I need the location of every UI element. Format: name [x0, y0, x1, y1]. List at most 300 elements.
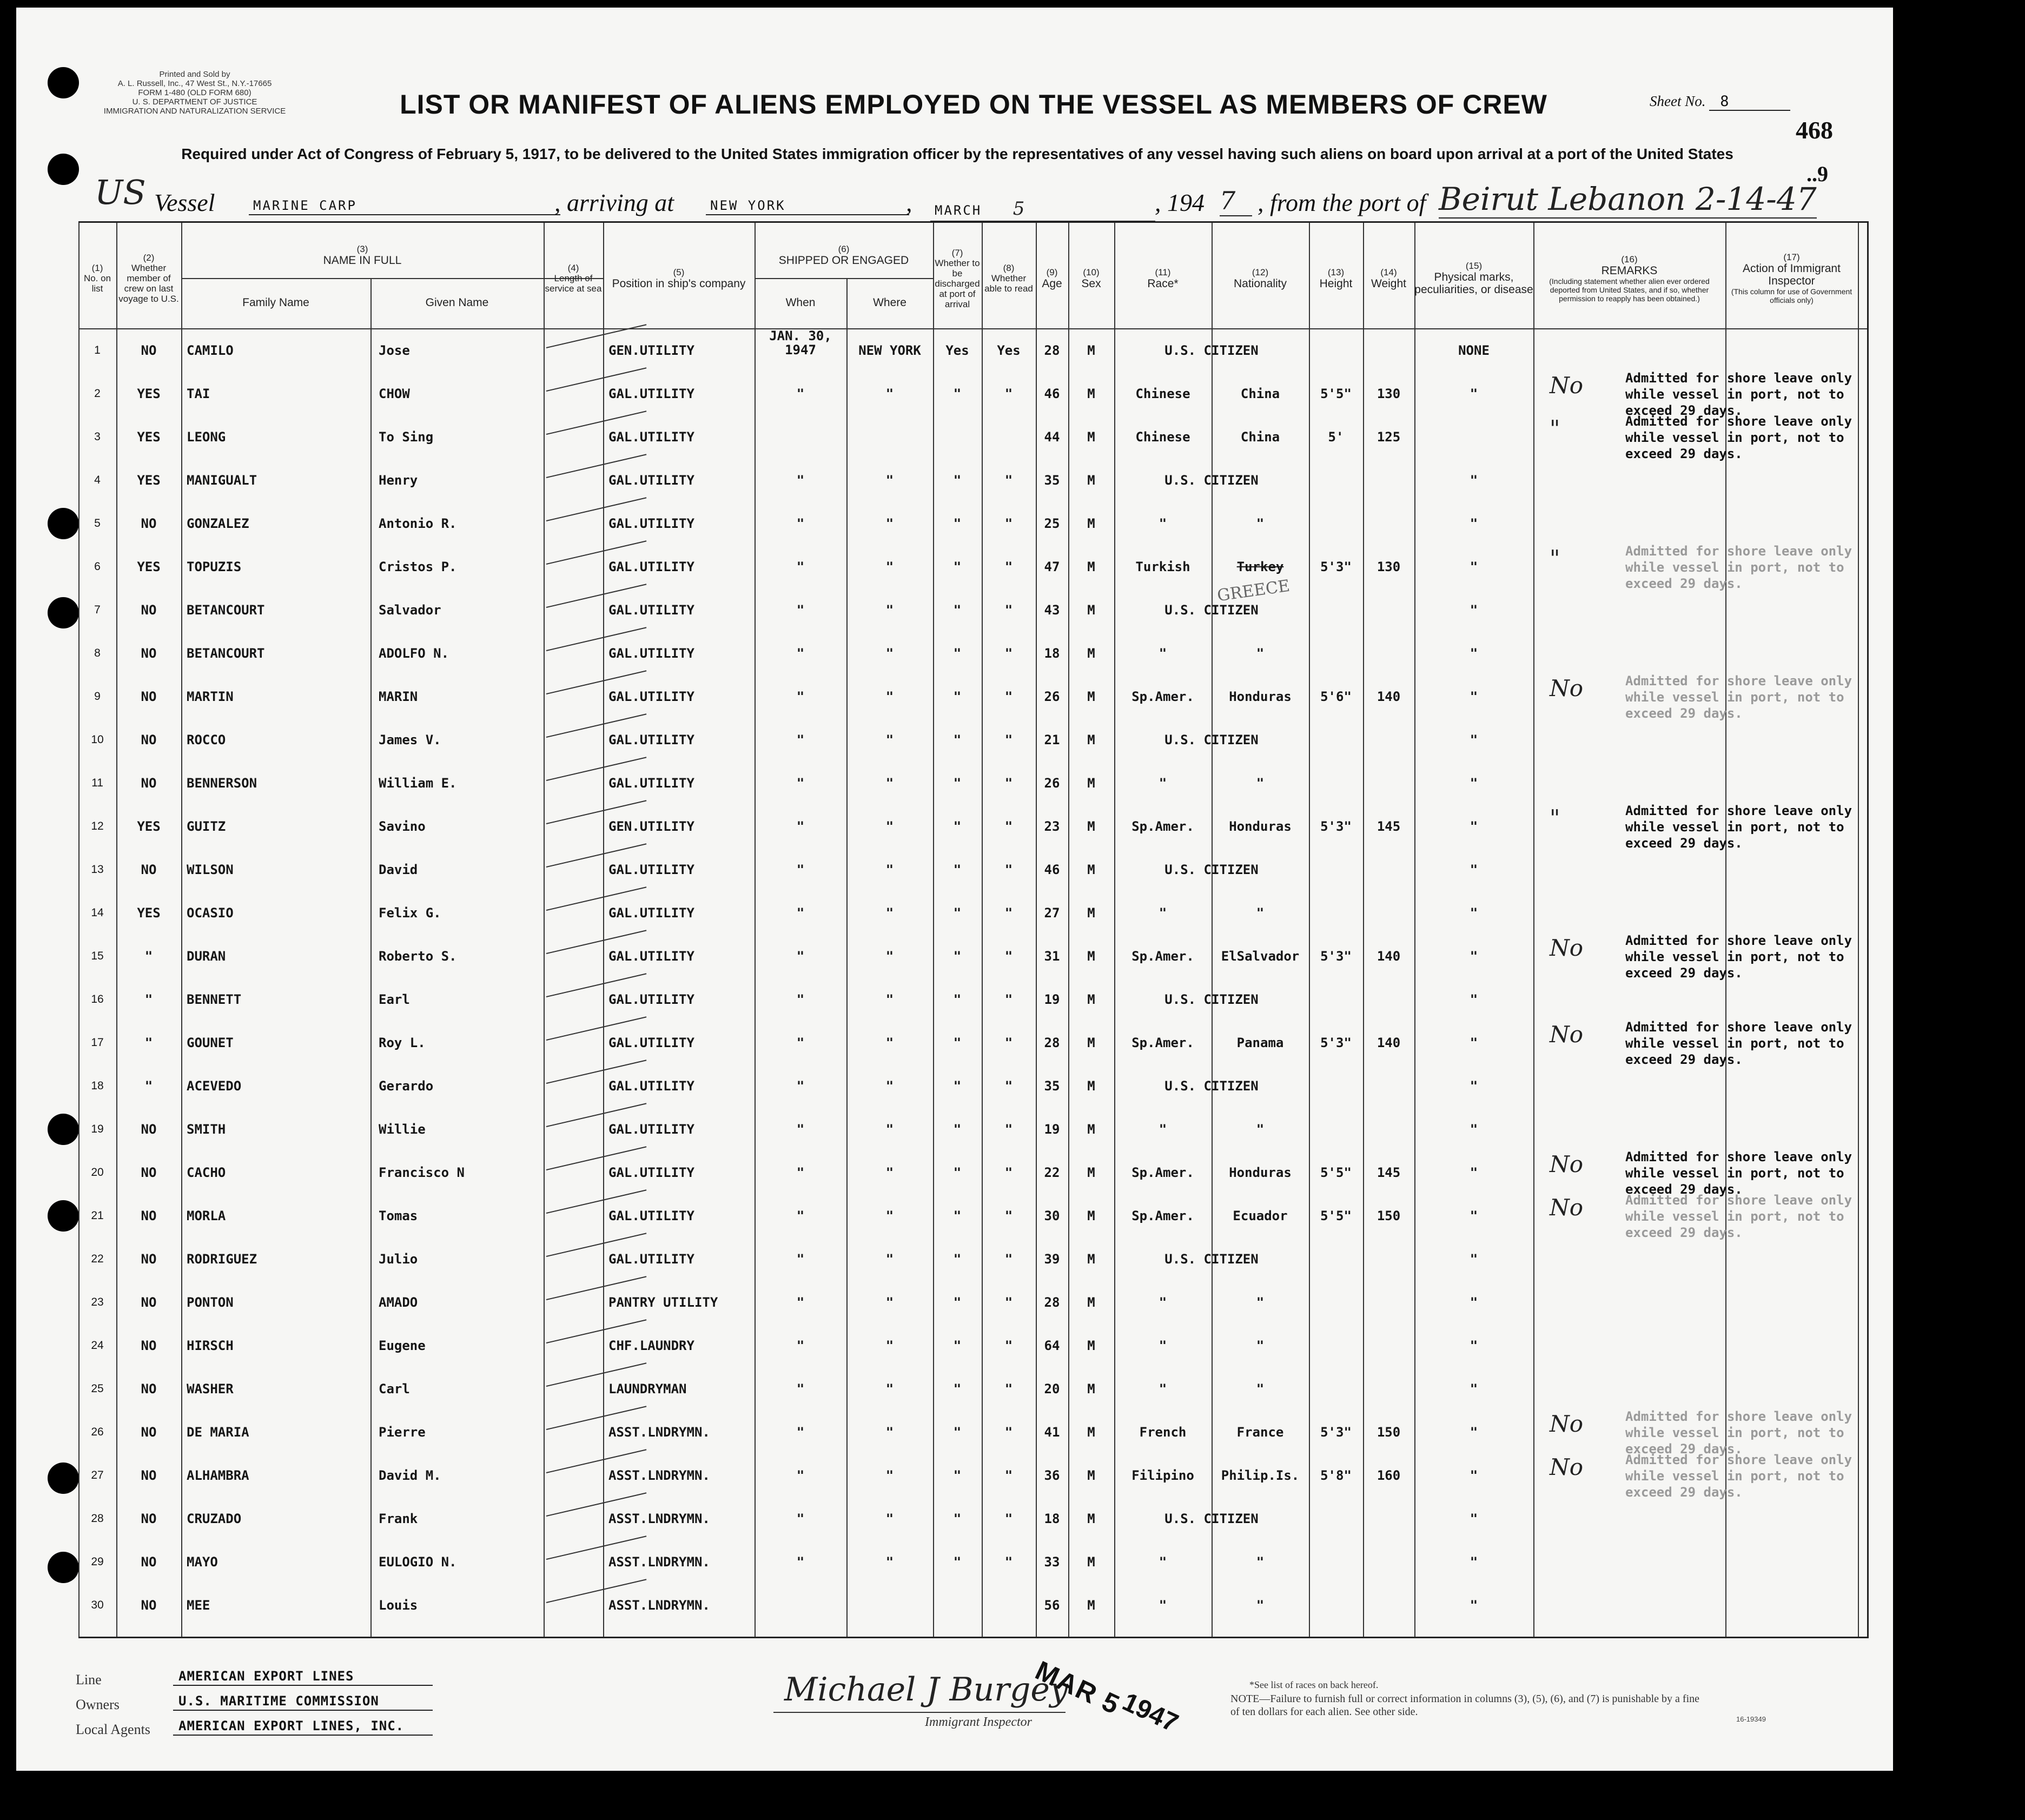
- height: 5'5": [1320, 386, 1352, 401]
- able-to-read: ": [1004, 1078, 1013, 1094]
- position: GAL.UTILITY: [608, 732, 694, 747]
- agents-value: AMERICAN EXPORT LINES, INC.: [173, 1718, 433, 1736]
- race: ": [1159, 1554, 1167, 1570]
- shipped-when: ": [796, 689, 805, 704]
- shipped-where: ": [885, 1252, 894, 1267]
- age: 64: [1044, 1338, 1060, 1353]
- previous-voyage: ": [144, 1078, 153, 1094]
- given-name: Gerardo: [379, 1078, 434, 1094]
- position: ASST.LNDRYMN.: [608, 1511, 710, 1526]
- table-row: [78, 720, 1867, 759]
- age: 43: [1044, 603, 1060, 618]
- family-name: HIRSCH: [187, 1338, 234, 1353]
- physical-marks: ": [1470, 1468, 1478, 1483]
- given-name: AMADO: [379, 1295, 418, 1310]
- remark-text: Admitted for shore leave only while vessel in port, not to exceed 29 days.: [1625, 803, 1852, 851]
- given-name: Earl: [379, 992, 410, 1007]
- position: GAL.UTILITY: [608, 1252, 694, 1267]
- shipped-where: ": [885, 1338, 894, 1353]
- position: GAL.UTILITY: [608, 689, 694, 704]
- given-name: Savino: [379, 819, 426, 834]
- nationality: Philip.Is.: [1221, 1468, 1300, 1483]
- shipped-where: ": [885, 1295, 894, 1310]
- nationality: ": [1256, 1295, 1265, 1310]
- age: 25: [1044, 516, 1060, 531]
- weight: [1363, 850, 1414, 889]
- height: [1309, 591, 1363, 630]
- discharged: ": [953, 473, 962, 488]
- arriving-label: , arriving at: [554, 189, 674, 216]
- row-number: 16: [91, 993, 104, 1005]
- table-row: [78, 1240, 1867, 1279]
- height: [1309, 461, 1363, 500]
- discharged: ": [953, 732, 962, 747]
- previous-voyage: ": [144, 992, 153, 1007]
- height: [1309, 764, 1363, 803]
- race: U.S. CITIZEN: [1164, 603, 1259, 618]
- shipped-where: [846, 418, 933, 456]
- age: 27: [1044, 905, 1060, 921]
- sex: M: [1087, 386, 1095, 401]
- shipped-when: ": [796, 819, 805, 834]
- family-name: WILSON: [187, 862, 234, 877]
- given-name: William E.: [379, 776, 457, 791]
- height: [1309, 1586, 1363, 1625]
- weight: [1363, 720, 1414, 759]
- table-row: [78, 1586, 1867, 1625]
- physical-marks: ": [1470, 516, 1478, 531]
- given-name: CHOW: [379, 386, 410, 401]
- remark-text: Admitted for shore leave only while vessel in port, not to exceed 29 days.: [1625, 1452, 1852, 1500]
- table-row: [78, 1023, 1867, 1062]
- row-number: 24: [91, 1339, 104, 1352]
- row-number: 12: [91, 820, 104, 832]
- weight: 145: [1377, 819, 1401, 834]
- table-row: [78, 1326, 1867, 1365]
- given-name: ADOLFO N.: [379, 646, 449, 661]
- position: GAL.UTILITY: [608, 1035, 694, 1050]
- discharged: ": [953, 646, 962, 661]
- able-to-read: ": [1004, 949, 1013, 964]
- physical-marks: ": [1470, 646, 1478, 661]
- race: U.S. CITIZEN: [1164, 992, 1259, 1007]
- shipped-when: [755, 1586, 846, 1625]
- given-name: Henry: [379, 473, 418, 488]
- shipped-when: ": [796, 1295, 805, 1310]
- table-row: [78, 677, 1867, 716]
- line-value: AMERICAN EXPORT LINES: [173, 1669, 433, 1686]
- able-to-read: Yes: [997, 343, 1021, 358]
- age: 22: [1044, 1165, 1060, 1180]
- family-name: SMITH: [187, 1122, 226, 1137]
- page-number: 468: [1796, 116, 1833, 144]
- shipped-when: ": [796, 949, 805, 964]
- previous-voyage: YES: [137, 559, 161, 574]
- nationality: [1212, 461, 1309, 500]
- given-name: Roberto S.: [379, 949, 457, 964]
- row-number: 4: [94, 474, 101, 486]
- race: U.S. CITIZEN: [1164, 862, 1259, 877]
- able-to-read: ": [1004, 819, 1013, 834]
- sex: M: [1087, 1035, 1095, 1050]
- family-name: MARTIN: [187, 689, 234, 704]
- race: Turkish: [1135, 559, 1190, 574]
- table-row: [78, 374, 1867, 413]
- shipped-where: ": [885, 516, 894, 531]
- able-to-read: ": [1004, 992, 1013, 1007]
- shipped-when: ": [796, 1381, 805, 1397]
- table-row: [78, 1110, 1867, 1149]
- sex: M: [1087, 1122, 1095, 1137]
- shipped-where: ": [885, 862, 894, 877]
- race: ": [1159, 1122, 1167, 1137]
- position: ASST.LNDRYMN.: [608, 1468, 710, 1483]
- remark-text: Admitted for shore leave only while vessel in port, not to exceed 29 days.: [1625, 1409, 1852, 1457]
- shipped-where: ": [885, 1425, 894, 1440]
- given-name: Francisco N: [379, 1165, 465, 1180]
- row-number: 28: [91, 1512, 104, 1525]
- age: 19: [1044, 992, 1060, 1007]
- arrival-month: MARCH: [935, 203, 982, 218]
- discharged: ": [953, 1554, 962, 1570]
- row-number: 26: [91, 1426, 104, 1438]
- family-name: TAI: [187, 386, 210, 401]
- position: GAL.UTILITY: [608, 516, 694, 531]
- position: GAL.UTILITY: [608, 646, 694, 661]
- shipped-when: ": [796, 1078, 805, 1094]
- discharged: ": [953, 1078, 962, 1094]
- discharged: ": [953, 862, 962, 877]
- previous-voyage: NO: [141, 1425, 157, 1440]
- col-header-weight: (14) Weight: [1371, 267, 1406, 290]
- row-number: 25: [91, 1382, 104, 1395]
- given-name: Pierre: [379, 1425, 426, 1440]
- table-row: [78, 591, 1867, 630]
- shipped-when: ": [796, 1511, 805, 1526]
- col-header-no: (1) No. on list: [83, 263, 111, 294]
- page-number-secondary: ..9: [1806, 162, 1828, 186]
- previous-voyage: NO: [141, 1208, 157, 1223]
- nationality: Ecuador: [1233, 1208, 1288, 1223]
- height: 5'8": [1320, 1468, 1352, 1483]
- col-header-service: (4) Length of service at sea: [545, 263, 602, 294]
- penalty-note: NOTE—Failure to furnish full or correct information in columns (3), (5), (6), and (7) is punishable by a fine of ten dollars for each alien. See other side.: [1230, 1693, 1700, 1718]
- owners-value: U.S. MARITIME COMMISSION: [173, 1693, 433, 1711]
- discharged: ": [953, 949, 962, 964]
- col-header-prev-voyage: (2) Whether member of crew on last voyage to U.S.: [118, 253, 179, 304]
- age: 19: [1044, 1122, 1060, 1137]
- punch-hole: [48, 1552, 79, 1583]
- position: GAL.UTILITY: [608, 603, 694, 618]
- weight: [1363, 894, 1414, 932]
- nationality: Panama: [1236, 1035, 1284, 1050]
- col-header-where: Where: [873, 296, 906, 309]
- previous-voyage: NO: [141, 1122, 157, 1137]
- nationality: ": [1256, 1381, 1265, 1397]
- position: ASST.LNDRYMN.: [608, 1554, 710, 1570]
- height: [1309, 980, 1363, 1019]
- table-row: [78, 894, 1867, 932]
- physical-marks: ": [1470, 905, 1478, 921]
- position: GAL.UTILITY: [608, 386, 694, 401]
- row-number: 30: [91, 1599, 104, 1611]
- able-to-read: ": [1004, 516, 1013, 531]
- race: ": [1159, 1381, 1167, 1397]
- previous-voyage: NO: [141, 1165, 157, 1180]
- remark-text: Admitted for shore leave only while vessel in port, not to exceed 29 days.: [1625, 1149, 1852, 1197]
- able-to-read: ": [1004, 776, 1013, 791]
- nationality: ": [1256, 1554, 1265, 1570]
- nationality: ": [1256, 1338, 1265, 1353]
- nationality: [1212, 980, 1309, 1019]
- nationality: [1212, 720, 1309, 759]
- shipped-when: ": [796, 1165, 805, 1180]
- weight: [1363, 1543, 1414, 1581]
- from-port: Beirut Lebanon 2-14-47: [1439, 181, 1817, 217]
- age: 35: [1044, 473, 1060, 488]
- age: 31: [1044, 949, 1060, 964]
- sheet-label: Sheet No.: [1650, 93, 1706, 109]
- family-name: MORLA: [187, 1208, 226, 1223]
- position: GAL.UTILITY: [608, 905, 694, 921]
- family-name: BENNERSON: [187, 776, 257, 791]
- shipped-when: JAN. 30, 1947: [769, 328, 832, 358]
- sex: M: [1087, 1295, 1095, 1310]
- position: GAL.UTILITY: [608, 1078, 694, 1094]
- shipped-when: ": [796, 559, 805, 574]
- weight: [1363, 504, 1414, 543]
- col-header-given-name: Given Name: [425, 296, 489, 309]
- able-to-read: [982, 418, 1036, 456]
- owners-label: Owners: [76, 1697, 120, 1712]
- shipped-where: ": [885, 603, 894, 618]
- race: ": [1159, 1338, 1167, 1353]
- previous-voyage: YES: [137, 905, 161, 921]
- from-label: , from the port of: [1258, 189, 1426, 216]
- shipped-where: ": [885, 1078, 894, 1094]
- previous-voyage: NO: [141, 516, 157, 531]
- shipped-where: ": [885, 386, 894, 401]
- weight: [1363, 764, 1414, 803]
- sex: M: [1087, 1165, 1095, 1180]
- weight: 160: [1377, 1468, 1401, 1483]
- age: 21: [1044, 732, 1060, 747]
- race: Chinese: [1135, 386, 1190, 401]
- row-number: 3: [94, 431, 101, 443]
- family-name: DURAN: [187, 949, 226, 964]
- family-name: DE MARIA: [187, 1425, 249, 1440]
- table-row: [78, 1369, 1867, 1408]
- discharged: ": [953, 559, 962, 574]
- discharged: ": [953, 1295, 962, 1310]
- age: 46: [1044, 386, 1060, 401]
- shipped-where: ": [885, 473, 894, 488]
- height: [1309, 1283, 1363, 1322]
- sex: M: [1087, 992, 1095, 1007]
- height: 5'3": [1320, 1425, 1352, 1440]
- table-row: [78, 850, 1867, 889]
- shipped-where: ": [885, 905, 894, 921]
- shipped-where: ": [885, 689, 894, 704]
- age: 36: [1044, 1468, 1060, 1483]
- age: 28: [1044, 1295, 1060, 1310]
- nationality: ": [1256, 516, 1265, 531]
- family-name: CRUZADO: [187, 1511, 242, 1526]
- remark-text: Admitted for shore leave only while vessel in port, not to exceed 29 days.: [1625, 370, 1852, 418]
- family-name: WASHER: [187, 1381, 234, 1397]
- able-to-read: ": [1004, 386, 1013, 401]
- able-to-read: ": [1004, 646, 1013, 661]
- able-to-read: ": [1004, 1381, 1013, 1397]
- sex: M: [1087, 1078, 1095, 1094]
- signature-line: [773, 1712, 1066, 1713]
- family-name: GUITZ: [187, 819, 226, 834]
- race: Filipino: [1131, 1468, 1194, 1483]
- able-to-read: ": [1004, 1338, 1013, 1353]
- form-code: 16-19349: [1736, 1715, 1766, 1723]
- age: 56: [1044, 1598, 1060, 1613]
- row-number: 6: [94, 560, 101, 573]
- table-row: [78, 937, 1867, 976]
- inspector-signature: Michael J Burgey: [784, 1671, 1068, 1709]
- discharged: ": [953, 603, 962, 618]
- sheet-number: [1650, 93, 1790, 111]
- table-row: [78, 1196, 1867, 1235]
- punch-hole: [48, 597, 79, 628]
- sheet-value: 8: [1709, 93, 1790, 111]
- weight: [1363, 1326, 1414, 1365]
- discharged: ": [953, 1338, 962, 1353]
- us-handwritten-mark: US: [95, 173, 146, 212]
- sex: M: [1087, 819, 1095, 834]
- remark-handwritten-mark: ": [1550, 805, 1560, 831]
- shipped-when: ": [796, 1035, 805, 1050]
- discharged: ": [953, 1165, 962, 1180]
- able-to-read: ": [1004, 689, 1013, 704]
- row-number: 17: [91, 1036, 104, 1049]
- previous-voyage: NO: [141, 862, 157, 877]
- weight: [1363, 331, 1414, 370]
- footer: [16, 1649, 1893, 1757]
- remark-text: Admitted for shore leave only while vessel in port, not to exceed 29 days.: [1625, 544, 1852, 591]
- position: GAL.UTILITY: [608, 1122, 694, 1137]
- race: U.S. CITIZEN: [1164, 473, 1259, 488]
- shipped-when: [755, 418, 846, 456]
- family-name: MANIGUALT: [187, 473, 257, 488]
- remark-handwritten-mark: No: [1550, 372, 1584, 399]
- punch-hole: [48, 1200, 79, 1232]
- height: 5'6": [1320, 689, 1352, 704]
- remark-handwritten-mark: No: [1550, 675, 1584, 701]
- race: French: [1139, 1425, 1187, 1440]
- height: [1309, 1499, 1363, 1538]
- weight: [1363, 1067, 1414, 1106]
- position: GAL.UTILITY: [608, 992, 694, 1007]
- able-to-read: ": [1004, 473, 1013, 488]
- discharged: ": [953, 689, 962, 704]
- given-name: Louis: [379, 1598, 418, 1613]
- shipped-where: ": [885, 1035, 894, 1050]
- shipped-where: ": [885, 1381, 894, 1397]
- weight: 140: [1377, 949, 1401, 964]
- height: 5'5": [1320, 1165, 1352, 1180]
- given-name: Frank: [379, 1511, 418, 1526]
- given-name: Antonio R.: [379, 516, 457, 531]
- family-name: CACHO: [187, 1165, 226, 1180]
- remark-text: Admitted for shore leave only while vessel in port, not to exceed 29 days.: [1625, 1020, 1852, 1067]
- height: [1309, 894, 1363, 932]
- sex: M: [1087, 1381, 1095, 1397]
- sex: M: [1087, 776, 1095, 791]
- row-number: 9: [94, 690, 101, 703]
- previous-voyage: NO: [141, 646, 157, 661]
- physical-marks: ": [1470, 1252, 1478, 1267]
- col-header-inspector-action: (17) Action of Immigrant Inspector (This column for use of Government officials only): [1731, 252, 1852, 305]
- discharged: ": [953, 386, 962, 401]
- remark-handwritten-mark: No: [1550, 1021, 1584, 1048]
- shipped-where: NEW YORK: [858, 343, 921, 358]
- greece-annotation: GREECE: [1216, 576, 1291, 606]
- family-name: GONZALEZ: [187, 516, 249, 531]
- arrival-date: [930, 196, 1155, 222]
- row-number: 5: [94, 517, 101, 530]
- table-row: [78, 1543, 1867, 1581]
- height: [1309, 504, 1363, 543]
- previous-voyage: NO: [141, 1598, 157, 1613]
- table-row: [78, 1499, 1867, 1538]
- physical-marks: ": [1470, 1338, 1478, 1353]
- discharged: ": [953, 1468, 962, 1483]
- table-row: [78, 547, 1867, 586]
- nationality: ": [1256, 1122, 1265, 1137]
- age: 18: [1044, 1511, 1060, 1526]
- age: 30: [1044, 1208, 1060, 1223]
- race: U.S. CITIZEN: [1164, 1252, 1259, 1267]
- header-bottom-line: [78, 328, 1867, 329]
- physical-marks: ": [1470, 1035, 1478, 1050]
- physical-marks: ": [1470, 862, 1478, 877]
- name-header-divider: [181, 278, 603, 279]
- previous-voyage: NO: [141, 776, 157, 791]
- row-number: 22: [91, 1253, 104, 1265]
- row-number: 18: [91, 1080, 104, 1092]
- sex: M: [1087, 1252, 1095, 1267]
- shipped-where: ": [885, 1554, 894, 1570]
- physical-marks: ": [1470, 689, 1478, 704]
- punch-hole: [48, 1114, 79, 1145]
- previous-voyage: NO: [141, 1338, 157, 1353]
- sex: M: [1087, 516, 1095, 531]
- printer-line: IMMIGRATION AND NATURALIZATION SERVICE: [103, 107, 286, 116]
- family-name: ALHAMBRA: [187, 1468, 249, 1483]
- sex: M: [1087, 559, 1095, 574]
- previous-voyage: NO: [141, 343, 157, 358]
- shipped-when: ": [796, 992, 805, 1007]
- physical-marks: ": [1470, 1511, 1478, 1526]
- weight: [1363, 1586, 1414, 1625]
- shipped-where: ": [885, 819, 894, 834]
- discharged: ": [953, 819, 962, 834]
- height: [1309, 1369, 1363, 1408]
- position: LAUNDRYMAN: [608, 1381, 687, 1397]
- position: GAL.UTILITY: [608, 559, 694, 574]
- punch-hole: [48, 1462, 79, 1494]
- shipped-when: ": [796, 1425, 805, 1440]
- given-name: Felix G.: [379, 905, 441, 921]
- table-row: [78, 328, 1867, 370]
- height: [1309, 1110, 1363, 1149]
- sex: M: [1087, 862, 1095, 877]
